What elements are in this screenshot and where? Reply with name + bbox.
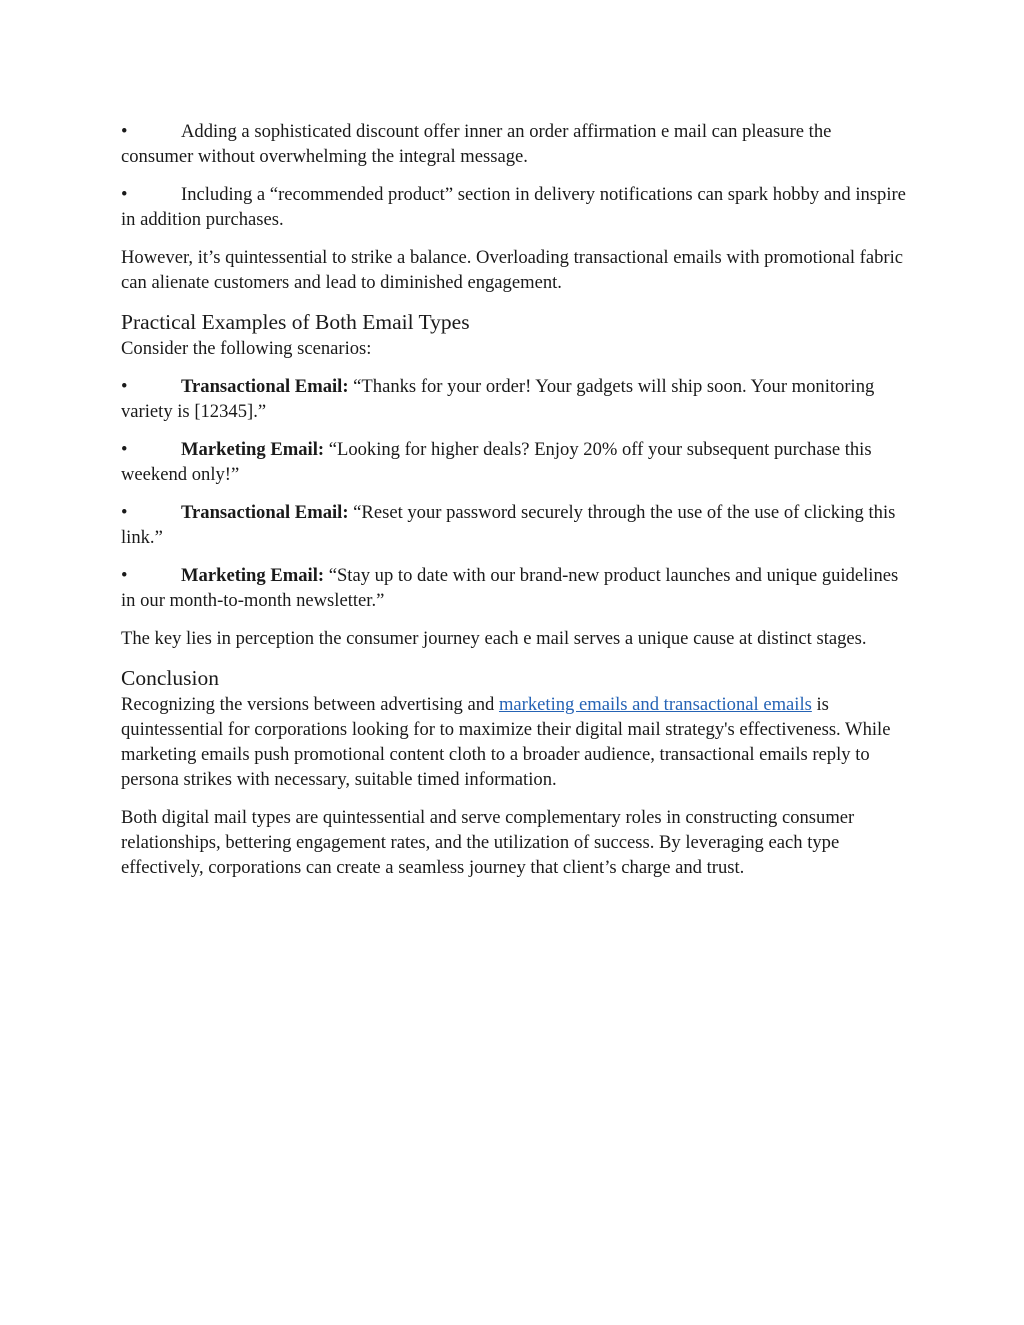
example-text: “Thanks for your order! Your gadgets will ship soon. Your monitoring variety is [12345].” <box>121 376 875 422</box>
bullet-text: Including a “recommended product” section in delivery notifications can spark hobby and inspire in addition purchases. <box>121 184 906 230</box>
examples-heading: Practical Examples of Both Email Types <box>121 310 470 334</box>
example-text: “Stay up to date with our brand-new product launches and unique guidelines in our month-to-month newsletter.” <box>121 565 899 611</box>
intro-bullet-2 <box>121 182 906 232</box>
example-item-4 <box>121 563 906 613</box>
example-item-2 <box>121 437 906 487</box>
example-item-3 <box>121 500 906 550</box>
document-page <box>121 119 906 893</box>
example-item-1 <box>121 374 906 424</box>
example-label: Marketing Email: <box>181 439 325 460</box>
bullet-text: Adding a sophisticated discount offer inner an order affirmation e mail can pleasure the consumer without overwhelming the integral message. <box>121 121 832 167</box>
examples-intro: Consider the following scenarios: <box>121 338 372 359</box>
bullet-marker: • <box>121 184 128 205</box>
balance-paragraph: However, it’s quintessential to strike a balance. Overloading transactional emails with promotional fabric can alienate customers and lead to diminished engagement. <box>121 247 904 293</box>
intro-bullet-1 <box>121 119 906 169</box>
bullet-marker: • <box>121 502 128 523</box>
conclusion-paragraph-2: Both digital mail types are quintessential and serve complementary roles in constructing consumer relationships, bettering engagement rates, and the utilization of success. By leveraging each type effectively, corporations can create a seamless journey that client’s charge and trust. <box>121 807 855 878</box>
bullet-marker: • <box>121 439 128 460</box>
example-label: Transactional Email: <box>181 502 349 523</box>
conclusion-text-after-link: is quintessential for corporations looking for to maximize their digital mail strategy's effectiveness. While marketing emails push promotional content cloth to a broader audience, transactional emails reply to persona strikes with necessary, suitable timed information. <box>121 694 891 790</box>
marketing-transactional-emails-link[interactable]: marketing emails and transactional emails <box>498 694 812 715</box>
bullet-marker: • <box>121 121 128 142</box>
bullet-marker: • <box>121 565 128 586</box>
example-label: Marketing Email: <box>181 565 325 586</box>
example-label: Transactional Email: <box>181 376 349 397</box>
examples-closing: The key lies in perception the consumer journey each e mail serves a unique cause at distinct stages. <box>121 628 867 649</box>
conclusion-text-before-link: Recognizing the versions between advertising and <box>121 694 499 715</box>
conclusion-heading: Conclusion <box>121 666 219 690</box>
example-text: “Looking for higher deals? Enjoy 20% off your subsequent purchase this weekend only!” <box>121 439 872 485</box>
example-text: “Reset your password securely through the use of the use of clicking this link.” <box>121 502 896 548</box>
conclusion-paragraph-1 <box>121 692 906 792</box>
bullet-marker: • <box>121 376 128 397</box>
